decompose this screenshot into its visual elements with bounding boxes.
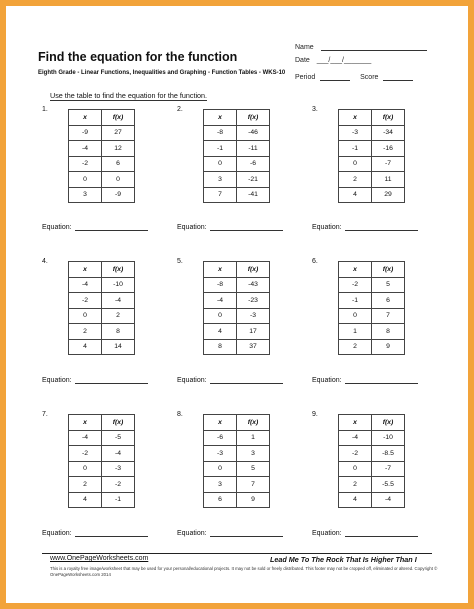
equation-blank[interactable] <box>210 375 283 384</box>
problem-number: 6. <box>312 258 318 265</box>
x-value: 0 <box>69 172 102 188</box>
x-value: 0 <box>204 156 237 172</box>
equation-blank[interactable] <box>75 222 148 231</box>
problem-number: 2. <box>177 106 183 113</box>
x-value: -3 <box>204 446 237 462</box>
period-line <box>320 72 350 81</box>
x-value: 0 <box>339 156 372 172</box>
fx-value: 11 <box>372 172 405 188</box>
instructions: Use the table to find the equation for the function. <box>50 91 208 100</box>
equation-label: Equation: <box>312 530 342 537</box>
table-row <box>339 308 405 324</box>
table-row <box>204 277 270 293</box>
name-line <box>321 42 427 51</box>
table-row <box>204 172 270 188</box>
fx-value: -10 <box>372 430 405 446</box>
x-value: -4 <box>204 293 237 309</box>
fx-value: -11 <box>237 141 270 157</box>
fx-value: 2 <box>102 308 135 324</box>
x-value: 0 <box>69 308 102 324</box>
fx-value: -4 <box>372 492 405 508</box>
x-value: 7 <box>204 187 237 203</box>
x-value: 4 <box>339 492 372 508</box>
equation-answer <box>42 222 148 231</box>
x-value: 4 <box>339 187 372 203</box>
problem-number: 4. <box>42 258 48 265</box>
table-row <box>69 492 135 508</box>
table-row <box>69 125 135 141</box>
fx-value: -9 <box>102 187 135 203</box>
equation-label: Equation: <box>42 377 72 384</box>
date-label: Date <box>295 57 310 64</box>
fx-value: -10 <box>102 277 135 293</box>
table-row <box>339 277 405 293</box>
fx-value: -16 <box>372 141 405 157</box>
table-row <box>204 461 270 477</box>
equation-answer <box>177 222 283 231</box>
column-header-x: x <box>69 110 102 126</box>
table-row <box>69 477 135 493</box>
equation-label: Equation: <box>177 224 207 231</box>
table-row <box>204 125 270 141</box>
problem-number: 1. <box>42 106 48 113</box>
x-value: 3 <box>69 187 102 203</box>
fx-value: 6 <box>102 156 135 172</box>
function-table <box>68 261 135 355</box>
page-title: Find the equation for the function <box>38 50 238 64</box>
fx-value: -41 <box>237 187 270 203</box>
table-row <box>204 308 270 324</box>
table-row <box>339 492 405 508</box>
x-value: -3 <box>339 125 372 141</box>
x-value: 2 <box>339 172 372 188</box>
score-label: Score <box>360 74 379 81</box>
column-header-x: x <box>204 262 237 278</box>
table-row <box>204 324 270 340</box>
x-value: -2 <box>69 293 102 309</box>
column-header-fx: f(x) <box>237 415 270 431</box>
table-row <box>339 172 405 188</box>
name-label: Name <box>295 44 314 51</box>
table-row <box>339 125 405 141</box>
x-value: 3 <box>204 477 237 493</box>
x-value: -1 <box>339 293 372 309</box>
table-row <box>69 172 135 188</box>
x-value: -2 <box>339 277 372 293</box>
function-table <box>68 414 135 508</box>
fx-value: -6 <box>237 156 270 172</box>
x-value: 0 <box>69 461 102 477</box>
fx-value: 12 <box>102 141 135 157</box>
problem-number: 8. <box>177 411 183 418</box>
worksheet-page <box>6 6 468 603</box>
fx-value: 17 <box>237 324 270 340</box>
table-row <box>204 446 270 462</box>
fx-value: 37 <box>237 339 270 355</box>
column-header-x: x <box>69 415 102 431</box>
column-header-x: x <box>339 262 372 278</box>
x-value: -4 <box>69 141 102 157</box>
table-row <box>204 293 270 309</box>
table-row <box>339 156 405 172</box>
fx-value: 29 <box>372 187 405 203</box>
equation-label: Equation: <box>177 377 207 384</box>
equation-blank[interactable] <box>345 375 418 384</box>
footer-copyright: This is a royalty free image/worksheet that may be used for your personal/educational projects. It may not be sold or freely distributed. This footer may not be cropped off, eliminated or altered. Copyright © OnePageWorksheets.com 2014 <box>50 566 438 577</box>
function-table <box>203 414 270 508</box>
table-row <box>204 339 270 355</box>
problem-number: 5. <box>177 258 183 265</box>
fx-value: -34 <box>372 125 405 141</box>
table-row <box>339 461 405 477</box>
equation-blank[interactable] <box>210 528 283 537</box>
x-value: 6 <box>204 492 237 508</box>
table-row <box>69 324 135 340</box>
equation-answer <box>312 375 418 384</box>
table-row <box>204 430 270 446</box>
fx-value: 7 <box>237 477 270 493</box>
x-value: 0 <box>339 461 372 477</box>
x-value: -8 <box>204 125 237 141</box>
column-header-x: x <box>339 415 372 431</box>
equation-blank[interactable] <box>345 222 418 231</box>
x-value: -4 <box>339 430 372 446</box>
x-value: 4 <box>69 492 102 508</box>
fx-value: 5 <box>372 277 405 293</box>
x-value: 0 <box>204 308 237 324</box>
x-value: -6 <box>204 430 237 446</box>
equation-answer <box>177 375 283 384</box>
fx-value: -21 <box>237 172 270 188</box>
x-value: -2 <box>339 446 372 462</box>
x-value: -4 <box>69 277 102 293</box>
fx-value: -5 <box>102 430 135 446</box>
name-field <box>295 42 427 51</box>
x-value: 0 <box>204 461 237 477</box>
column-header-fx: f(x) <box>102 415 135 431</box>
equation-blank[interactable] <box>210 222 283 231</box>
table-row <box>69 446 135 462</box>
table-row <box>69 277 135 293</box>
equation-label: Equation: <box>42 224 72 231</box>
x-value: -1 <box>339 141 372 157</box>
table-row <box>339 324 405 340</box>
fx-value: 1 <box>237 430 270 446</box>
x-value: -9 <box>69 125 102 141</box>
footer-tagline: Lead Me To The Rock That Is Higher Than I <box>270 555 417 564</box>
x-value: 8 <box>204 339 237 355</box>
table-row <box>339 446 405 462</box>
equation-answer <box>42 528 148 537</box>
fx-value: -8.5 <box>372 446 405 462</box>
x-value: 3 <box>204 172 237 188</box>
column-header-x: x <box>69 262 102 278</box>
table-row <box>204 477 270 493</box>
table-row <box>69 187 135 203</box>
table-row <box>69 430 135 446</box>
equation-label: Equation: <box>312 224 342 231</box>
date-blank: ___/___/_______ <box>316 57 372 64</box>
table-row <box>69 339 135 355</box>
table-row <box>339 293 405 309</box>
fx-value: 9 <box>237 492 270 508</box>
function-table <box>68 109 135 203</box>
fx-value: -4 <box>102 293 135 309</box>
x-value: 1 <box>339 324 372 340</box>
function-table <box>338 414 405 508</box>
x-value: -4 <box>69 430 102 446</box>
fx-value: -7 <box>372 156 405 172</box>
table-row <box>339 477 405 493</box>
fx-value: -46 <box>237 125 270 141</box>
fx-value: 27 <box>102 125 135 141</box>
fx-value: -3 <box>237 308 270 324</box>
column-header-x: x <box>204 110 237 126</box>
table-row <box>69 308 135 324</box>
column-header-fx: f(x) <box>102 262 135 278</box>
fx-value: 8 <box>102 324 135 340</box>
function-table <box>338 261 405 355</box>
fx-value: 8 <box>372 324 405 340</box>
fx-value: -7 <box>372 461 405 477</box>
page-subtitle: Eighth Grade - Linear Functions, Inequalities and Graphing - Function Tables - WKS-10 <box>38 70 286 76</box>
problem-number: 7. <box>42 411 48 418</box>
fx-value: 7 <box>372 308 405 324</box>
function-table <box>338 109 405 203</box>
problem-number: 9. <box>312 411 318 418</box>
fx-value: 9 <box>372 339 405 355</box>
column-header-fx: f(x) <box>237 262 270 278</box>
equation-blank[interactable] <box>345 528 418 537</box>
x-value: -2 <box>69 446 102 462</box>
equation-label: Equation: <box>177 530 207 537</box>
column-header-x: x <box>339 110 372 126</box>
date-field <box>295 57 371 64</box>
table-row <box>339 430 405 446</box>
problem-number: 3. <box>312 106 318 113</box>
x-value: 2 <box>69 324 102 340</box>
table-row <box>204 187 270 203</box>
fx-value: -3 <box>102 461 135 477</box>
x-value: -2 <box>69 156 102 172</box>
fx-value: -43 <box>237 277 270 293</box>
x-value: 2 <box>339 477 372 493</box>
x-value: -8 <box>204 277 237 293</box>
column-header-fx: f(x) <box>102 110 135 126</box>
column-header-fx: f(x) <box>372 262 405 278</box>
footer-site-link[interactable]: www.OnePageWorksheets.com <box>50 555 149 562</box>
table-row <box>339 187 405 203</box>
table-row <box>69 293 135 309</box>
column-header-fx: f(x) <box>372 415 405 431</box>
fx-value: -5.5 <box>372 477 405 493</box>
table-row <box>69 156 135 172</box>
column-header-fx: f(x) <box>372 110 405 126</box>
fx-value: -4 <box>102 446 135 462</box>
fx-value: -2 <box>102 477 135 493</box>
fx-value: 5 <box>237 461 270 477</box>
table-row <box>69 141 135 157</box>
fx-value: 14 <box>102 339 135 355</box>
function-table <box>203 109 270 203</box>
score-line <box>383 72 413 81</box>
equation-answer <box>177 528 283 537</box>
table-row <box>339 141 405 157</box>
equation-answer <box>312 222 418 231</box>
fx-value: 3 <box>237 446 270 462</box>
fx-value: -23 <box>237 293 270 309</box>
equation-answer <box>312 528 418 537</box>
equation-blank[interactable] <box>75 375 148 384</box>
table-row <box>339 339 405 355</box>
table-row <box>204 141 270 157</box>
equation-label: Equation: <box>312 377 342 384</box>
fx-value: 6 <box>372 293 405 309</box>
x-value: 2 <box>339 339 372 355</box>
x-value: 0 <box>339 308 372 324</box>
table-row <box>69 461 135 477</box>
x-value: 4 <box>69 339 102 355</box>
function-table <box>203 261 270 355</box>
fx-value: 0 <box>102 172 135 188</box>
footer-rule <box>42 553 432 554</box>
table-row <box>204 156 270 172</box>
equation-blank[interactable] <box>75 528 148 537</box>
column-header-fx: f(x) <box>237 110 270 126</box>
fx-value: -1 <box>102 492 135 508</box>
equation-label: Equation: <box>42 530 72 537</box>
column-header-x: x <box>204 415 237 431</box>
x-value: -1 <box>204 141 237 157</box>
period-label: Period <box>295 74 316 81</box>
x-value: 2 <box>69 477 102 493</box>
equation-answer <box>42 375 148 384</box>
x-value: 4 <box>204 324 237 340</box>
period-score-field <box>295 72 413 81</box>
table-row <box>204 492 270 508</box>
